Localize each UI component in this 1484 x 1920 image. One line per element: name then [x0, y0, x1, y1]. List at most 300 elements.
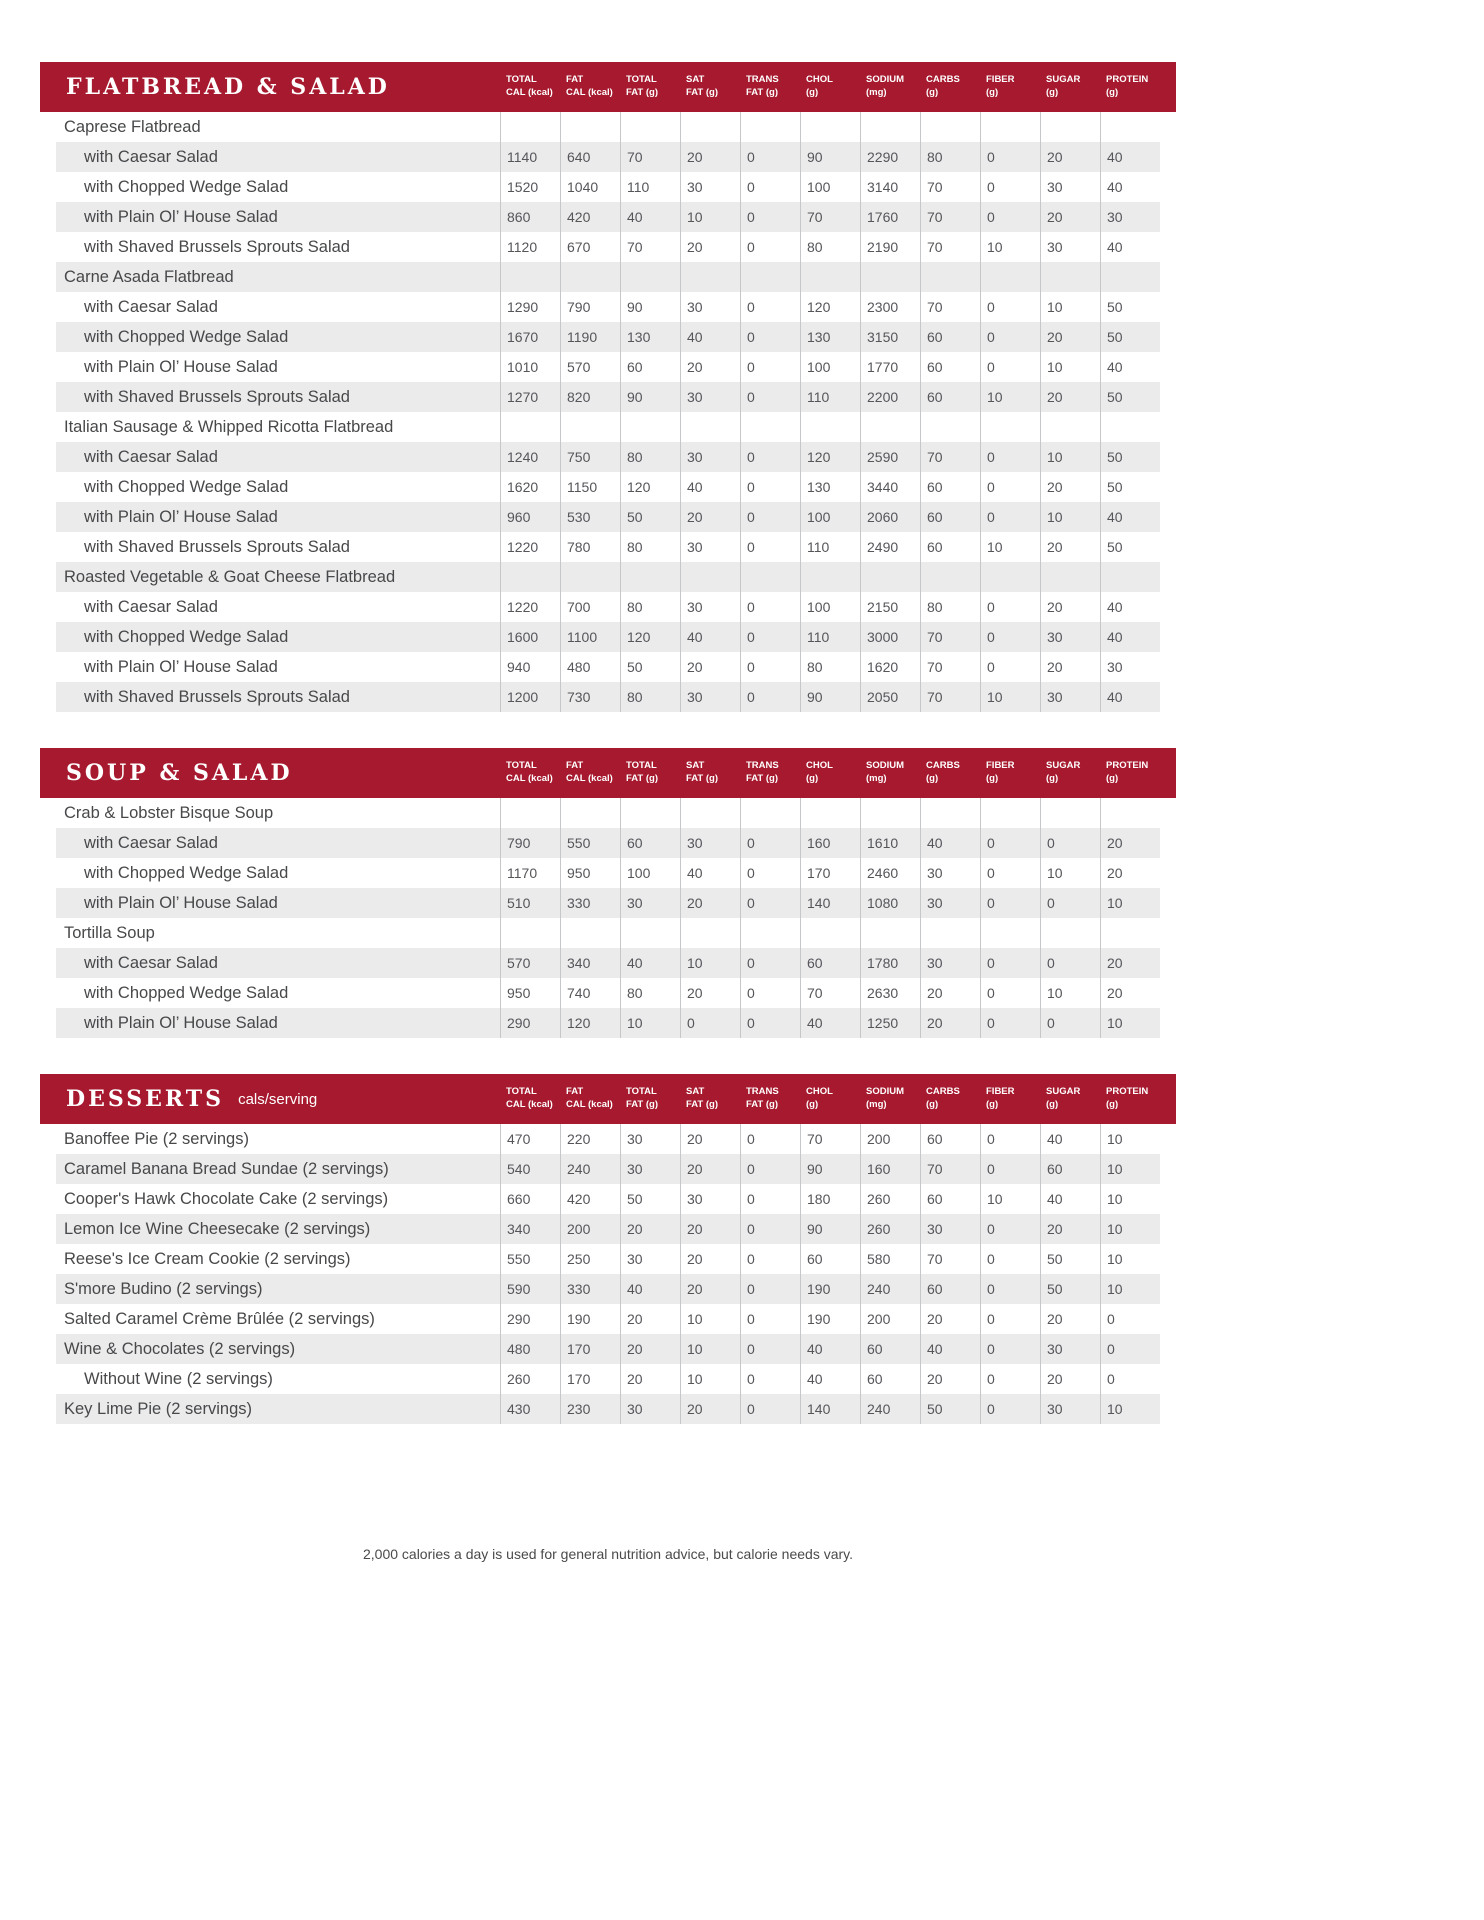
cell-chol: 120 — [800, 292, 860, 322]
cell-sodium: 1780 — [860, 948, 920, 978]
cell-total-fat: 30 — [620, 888, 680, 918]
cell-fiber: 0 — [980, 622, 1040, 652]
cell-sodium: 3140 — [860, 172, 920, 202]
cell-total-cal: 1520 — [500, 172, 560, 202]
item-row — [56, 858, 1160, 888]
cell-trans-fat: 0 — [740, 352, 800, 382]
cell-sodium — [860, 562, 920, 592]
cell-fiber: 0 — [980, 1394, 1040, 1424]
cell-trans-fat: 0 — [740, 202, 800, 232]
cell-chol: 160 — [800, 828, 860, 858]
cell-protein: 10 — [1100, 1008, 1160, 1038]
column-header-line1: CHOL — [806, 760, 833, 772]
column-header-carbs — [920, 748, 980, 798]
cell-total-fat: 90 — [620, 292, 680, 322]
column-header-line2: FAT (g) — [626, 1099, 659, 1110]
cell-protein: 30 — [1100, 202, 1160, 232]
column-header-line1: TOTAL — [506, 1086, 537, 1098]
cell-total-cal: 590 — [500, 1274, 560, 1304]
cell-total-cal: 950 — [500, 978, 560, 1008]
cell-carbs: 60 — [920, 382, 980, 412]
cell-sugar: 40 — [1040, 1184, 1100, 1214]
column-header-line2: (g) — [926, 773, 939, 784]
cell-sugar — [1040, 798, 1100, 828]
cell-trans-fat — [740, 562, 800, 592]
item-row — [56, 652, 1160, 682]
cell-carbs: 70 — [920, 1154, 980, 1184]
column-header-line2: CAL (kcal) — [566, 1099, 613, 1110]
cell-protein: 40 — [1100, 352, 1160, 382]
column-header-carbs — [920, 62, 980, 112]
cell-total-fat: 80 — [620, 442, 680, 472]
column-header-total-fat — [620, 62, 680, 112]
group-row — [56, 112, 1160, 142]
cell-sugar: 10 — [1040, 502, 1100, 532]
item-row — [56, 142, 1160, 172]
cell-sugar: 0 — [1040, 1008, 1100, 1038]
cell-sodium: 2050 — [860, 682, 920, 712]
cell-fat-cal: 250 — [560, 1244, 620, 1274]
cell-sugar: 20 — [1040, 532, 1100, 562]
cell-carbs: 40 — [920, 828, 980, 858]
nutrition-document — [40, 62, 1176, 1562]
cell-total-fat: 50 — [620, 502, 680, 532]
cell-chol — [800, 918, 860, 948]
cell-trans-fat: 0 — [740, 1124, 800, 1154]
cell-fat-cal: 200 — [560, 1214, 620, 1244]
cell-fiber: 0 — [980, 442, 1040, 472]
cell-fat-cal: 230 — [560, 1394, 620, 1424]
section-header — [40, 62, 1176, 112]
cell-fiber: 0 — [980, 592, 1040, 622]
row-label: Without Wine (2 servings) — [84, 1369, 273, 1388]
group-row — [56, 562, 1160, 592]
group-row — [56, 798, 1160, 828]
cell-sugar: 60 — [1040, 1154, 1100, 1184]
cell-sodium: 3000 — [860, 622, 920, 652]
cell-sugar: 30 — [1040, 622, 1100, 652]
cell-protein: 10 — [1100, 1244, 1160, 1274]
cell-chol: 130 — [800, 472, 860, 502]
cell-carbs: 70 — [920, 172, 980, 202]
cell-protein: 50 — [1100, 322, 1160, 352]
column-header-line1: SUGAR — [1046, 760, 1081, 772]
column-header-line2: (g) — [1106, 773, 1119, 784]
cell-sat-fat: 20 — [680, 1214, 740, 1244]
item-row — [56, 202, 1160, 232]
row-label: with Shaved Brussels Sprouts Salad — [84, 237, 350, 256]
cell-carbs: 70 — [920, 232, 980, 262]
cell-trans-fat: 0 — [740, 142, 800, 172]
cell-trans-fat — [740, 918, 800, 948]
cell-chol: 170 — [800, 858, 860, 888]
column-header-line2: CAL (kcal) — [506, 87, 553, 98]
row-label: with Shaved Brussels Sprouts Salad — [84, 387, 350, 406]
column-header-line2: FAT (g) — [626, 773, 659, 784]
cell-trans-fat: 0 — [740, 232, 800, 262]
cell-sat-fat: 10 — [680, 202, 740, 232]
cell-protein: 10 — [1100, 888, 1160, 918]
cell-total-fat — [620, 412, 680, 442]
cell-total-fat: 30 — [620, 1394, 680, 1424]
column-header-line1: CHOL — [806, 74, 833, 86]
row-label: with Chopped Wedge Salad — [84, 327, 289, 346]
cell-carbs: 30 — [920, 1214, 980, 1244]
cell-fat-cal: 640 — [560, 142, 620, 172]
cell-protein: 20 — [1100, 948, 1160, 978]
cell-chol — [800, 112, 860, 142]
cell-sat-fat: 0 — [680, 1008, 740, 1038]
section-2 — [40, 1074, 1176, 1424]
cell-sodium: 3150 — [860, 322, 920, 352]
column-header-line2: (g) — [986, 87, 999, 98]
cell-protein: 50 — [1100, 292, 1160, 322]
cell-total-cal — [500, 412, 560, 442]
cell-protein: 10 — [1100, 1274, 1160, 1304]
cell-protein — [1100, 918, 1160, 948]
row-label: Roasted Vegetable & Goat Cheese Flatbread — [64, 567, 396, 586]
cell-protein: 0 — [1100, 1364, 1160, 1394]
section-body — [56, 1124, 1160, 1424]
cell-fiber: 10 — [980, 232, 1040, 262]
column-header-trans-fat — [740, 748, 800, 798]
cell-fat-cal — [560, 562, 620, 592]
cell-fiber — [980, 562, 1040, 592]
cell-carbs: 80 — [920, 142, 980, 172]
cell-fiber: 0 — [980, 322, 1040, 352]
column-header-line1: FAT — [566, 760, 584, 772]
cell-sugar: 10 — [1040, 858, 1100, 888]
item-row — [56, 292, 1160, 322]
cell-sugar: 30 — [1040, 1334, 1100, 1364]
cell-sat-fat: 20 — [680, 352, 740, 382]
cell-chol: 130 — [800, 322, 860, 352]
cell-carbs: 20 — [920, 1304, 980, 1334]
section-title-cell — [40, 748, 500, 798]
cell-total-cal: 960 — [500, 502, 560, 532]
cell-total-fat: 30 — [620, 1124, 680, 1154]
cell-sat-fat — [680, 562, 740, 592]
cell-total-fat: 40 — [620, 1274, 680, 1304]
column-header-line2: CAL (kcal) — [506, 773, 553, 784]
cell-chol: 100 — [800, 502, 860, 532]
row-label: Caramel Banana Bread Sundae (2 servings) — [64, 1159, 389, 1178]
cell-total-cal: 550 — [500, 1244, 560, 1274]
row-label: with Shaved Brussels Sprouts Salad — [84, 687, 350, 706]
cell-trans-fat: 0 — [740, 592, 800, 622]
cell-sat-fat: 20 — [680, 232, 740, 262]
cell-sat-fat: 40 — [680, 622, 740, 652]
cell-sat-fat: 20 — [680, 502, 740, 532]
cell-fiber — [980, 918, 1040, 948]
cell-total-cal — [500, 918, 560, 948]
cell-sodium: 1760 — [860, 202, 920, 232]
cell-trans-fat: 0 — [740, 622, 800, 652]
cell-carbs — [920, 262, 980, 292]
item-row — [56, 1184, 1160, 1214]
cell-protein: 40 — [1100, 142, 1160, 172]
cell-fiber: 0 — [980, 1364, 1040, 1394]
cell-total-cal: 940 — [500, 652, 560, 682]
item-row — [56, 382, 1160, 412]
cell-trans-fat: 0 — [740, 1154, 800, 1184]
cell-fiber: 0 — [980, 948, 1040, 978]
cell-chol: 90 — [800, 1154, 860, 1184]
cell-trans-fat: 0 — [740, 1244, 800, 1274]
cell-sodium — [860, 798, 920, 828]
row-label: Cooper's Hawk Chocolate Cake (2 servings) — [64, 1189, 389, 1208]
cell-fiber: 0 — [980, 888, 1040, 918]
column-header-total-cal — [500, 1074, 560, 1124]
cell-total-cal: 1240 — [500, 442, 560, 472]
column-header-line1: SODIUM — [866, 74, 904, 86]
column-header-line1: FAT — [566, 74, 584, 86]
cell-protein: 10 — [1100, 1124, 1160, 1154]
row-label: Lemon Ice Wine Cheesecake (2 servings) — [64, 1219, 371, 1238]
column-header-line2: (g) — [1106, 87, 1119, 98]
cell-sat-fat: 30 — [680, 532, 740, 562]
cell-carbs: 30 — [920, 888, 980, 918]
cell-trans-fat: 0 — [740, 382, 800, 412]
cell-total-fat: 20 — [620, 1334, 680, 1364]
cell-chol: 90 — [800, 1214, 860, 1244]
cell-fiber — [980, 112, 1040, 142]
cell-chol: 70 — [800, 202, 860, 232]
cell-chol: 90 — [800, 142, 860, 172]
cell-carbs: 20 — [920, 1008, 980, 1038]
cell-carbs: 30 — [920, 858, 980, 888]
cell-total-cal: 1010 — [500, 352, 560, 382]
column-header-sat-fat — [680, 62, 740, 112]
item-row — [56, 1124, 1160, 1154]
cell-sodium: 580 — [860, 1244, 920, 1274]
column-header-sodium — [860, 748, 920, 798]
cell-carbs: 70 — [920, 622, 980, 652]
cell-sugar: 30 — [1040, 232, 1100, 262]
cell-total-cal — [500, 262, 560, 292]
cell-sat-fat — [680, 412, 740, 442]
cell-total-cal: 660 — [500, 1184, 560, 1214]
cell-fat-cal: 170 — [560, 1364, 620, 1394]
item-row — [56, 682, 1160, 712]
section-title: SOUP & SALAD — [66, 760, 293, 786]
row-label: with Plain Ol’ House Salad — [84, 207, 278, 226]
cell-trans-fat: 0 — [740, 1334, 800, 1364]
cell-fat-cal: 190 — [560, 1304, 620, 1334]
item-row — [56, 1304, 1160, 1334]
column-header-line1: SAT — [686, 74, 705, 86]
row-label: with Caesar Salad — [84, 447, 218, 466]
cell-carbs: 70 — [920, 442, 980, 472]
cell-carbs: 70 — [920, 292, 980, 322]
column-header-total-cal — [500, 62, 560, 112]
column-header-total-fat — [620, 748, 680, 798]
cell-total-cal: 540 — [500, 1154, 560, 1184]
cell-sat-fat: 20 — [680, 1274, 740, 1304]
cell-sat-fat: 10 — [680, 1304, 740, 1334]
cell-total-cal — [500, 112, 560, 142]
column-header-line2: (g) — [1046, 87, 1059, 98]
section-1 — [40, 748, 1176, 1038]
cell-carbs: 60 — [920, 1184, 980, 1214]
cell-sodium — [860, 112, 920, 142]
row-label: with Plain Ol’ House Salad — [84, 893, 278, 912]
cell-chol — [800, 798, 860, 828]
cell-sat-fat — [680, 918, 740, 948]
item-row — [56, 172, 1160, 202]
cell-chol: 100 — [800, 592, 860, 622]
item-row — [56, 532, 1160, 562]
column-header-line1: TOTAL — [626, 74, 657, 86]
row-label: with Caesar Salad — [84, 297, 218, 316]
cell-total-cal: 510 — [500, 888, 560, 918]
cell-sodium: 2290 — [860, 142, 920, 172]
cell-fat-cal: 740 — [560, 978, 620, 1008]
cell-fat-cal: 750 — [560, 442, 620, 472]
cell-total-cal: 340 — [500, 1214, 560, 1244]
cell-sugar: 20 — [1040, 652, 1100, 682]
cell-fat-cal: 700 — [560, 592, 620, 622]
group-row — [56, 262, 1160, 292]
column-header-sat-fat — [680, 1074, 740, 1124]
section-title-cell — [40, 62, 500, 112]
cell-carbs — [920, 918, 980, 948]
cell-sat-fat: 20 — [680, 652, 740, 682]
cell-protein: 40 — [1100, 502, 1160, 532]
cell-trans-fat: 0 — [740, 442, 800, 472]
cell-sugar: 0 — [1040, 948, 1100, 978]
cell-sodium: 2300 — [860, 292, 920, 322]
cell-sat-fat: 40 — [680, 858, 740, 888]
cell-protein — [1100, 112, 1160, 142]
column-header-line2: (mg) — [866, 1099, 887, 1110]
cell-carbs: 30 — [920, 948, 980, 978]
cell-total-cal: 1220 — [500, 532, 560, 562]
cell-total-fat — [620, 798, 680, 828]
cell-sodium: 260 — [860, 1214, 920, 1244]
row-label: Banoffee Pie (2 servings) — [64, 1129, 249, 1148]
cell-protein: 10 — [1100, 1394, 1160, 1424]
cell-carbs — [920, 562, 980, 592]
cell-carbs: 60 — [920, 532, 980, 562]
row-label: with Caesar Salad — [84, 597, 218, 616]
column-header-line1: SUGAR — [1046, 1086, 1081, 1098]
cell-fat-cal: 120 — [560, 1008, 620, 1038]
cell-total-fat: 80 — [620, 532, 680, 562]
cell-chol: 40 — [800, 1334, 860, 1364]
cell-fat-cal: 220 — [560, 1124, 620, 1154]
cell-sodium: 2190 — [860, 232, 920, 262]
column-header-line1: FIBER — [986, 760, 1015, 772]
cell-fiber: 0 — [980, 352, 1040, 382]
cell-protein — [1100, 798, 1160, 828]
cell-trans-fat — [740, 412, 800, 442]
cell-chol — [800, 412, 860, 442]
cell-chol: 190 — [800, 1274, 860, 1304]
cell-sugar — [1040, 412, 1100, 442]
column-header-line1: CHOL — [806, 1086, 833, 1098]
section-title: DESSERTS — [66, 1086, 225, 1112]
cell-sodium: 2630 — [860, 978, 920, 1008]
cell-fiber: 10 — [980, 532, 1040, 562]
cell-sugar: 30 — [1040, 682, 1100, 712]
cell-fat-cal: 330 — [560, 888, 620, 918]
row-label: Key Lime Pie (2 servings) — [64, 1399, 252, 1418]
cell-sodium: 1080 — [860, 888, 920, 918]
cell-sat-fat: 20 — [680, 1124, 740, 1154]
cell-carbs: 80 — [920, 592, 980, 622]
cell-chol: 110 — [800, 532, 860, 562]
cell-chol: 70 — [800, 1124, 860, 1154]
cell-fat-cal: 240 — [560, 1154, 620, 1184]
item-row — [56, 1214, 1160, 1244]
cell-trans-fat: 0 — [740, 292, 800, 322]
cell-total-fat: 20 — [620, 1364, 680, 1394]
cell-trans-fat: 0 — [740, 978, 800, 1008]
row-label: Crab & Lobster Bisque Soup — [64, 803, 274, 822]
cell-sat-fat: 20 — [680, 888, 740, 918]
cell-trans-fat — [740, 112, 800, 142]
cell-sugar: 20 — [1040, 1364, 1100, 1394]
cell-carbs — [920, 412, 980, 442]
column-header-line2: (g) — [806, 773, 819, 784]
cell-sodium: 2060 — [860, 502, 920, 532]
cell-fat-cal: 330 — [560, 1274, 620, 1304]
cell-sat-fat: 30 — [680, 682, 740, 712]
cell-trans-fat: 0 — [740, 1274, 800, 1304]
cell-carbs: 70 — [920, 682, 980, 712]
cell-fat-cal: 950 — [560, 858, 620, 888]
cell-total-fat — [620, 112, 680, 142]
cell-carbs: 20 — [920, 1364, 980, 1394]
cell-sat-fat: 30 — [680, 382, 740, 412]
column-header-line2: FAT (g) — [686, 87, 719, 98]
cell-sodium: 200 — [860, 1124, 920, 1154]
cell-carbs: 60 — [920, 352, 980, 382]
column-header-line2: (g) — [1046, 1099, 1059, 1110]
cell-sodium: 60 — [860, 1334, 920, 1364]
cell-sat-fat: 10 — [680, 1364, 740, 1394]
column-header-total-cal — [500, 748, 560, 798]
cell-chol: 80 — [800, 232, 860, 262]
cell-protein: 10 — [1100, 1154, 1160, 1184]
cell-total-fat: 60 — [620, 352, 680, 382]
column-header-sodium — [860, 1074, 920, 1124]
cell-protein: 10 — [1100, 1184, 1160, 1214]
cell-sodium: 2490 — [860, 532, 920, 562]
column-header-line2: CAL (kcal) — [506, 1099, 553, 1110]
cell-trans-fat: 0 — [740, 1184, 800, 1214]
column-header-total-fat — [620, 1074, 680, 1124]
section-title: FLATBREAD & SALAD — [66, 74, 390, 100]
cell-carbs: 70 — [920, 652, 980, 682]
cell-sodium: 260 — [860, 1184, 920, 1214]
cell-chol: 40 — [800, 1364, 860, 1394]
cell-protein: 40 — [1100, 232, 1160, 262]
cell-protein: 20 — [1100, 858, 1160, 888]
cell-fiber: 0 — [980, 858, 1040, 888]
column-header-line2: FAT (g) — [746, 773, 779, 784]
row-label: with Caesar Salad — [84, 953, 218, 972]
cell-total-cal — [500, 562, 560, 592]
column-header-line1: CARBS — [926, 1086, 960, 1098]
cell-sugar — [1040, 562, 1100, 592]
cell-total-cal: 860 — [500, 202, 560, 232]
group-row — [56, 918, 1160, 948]
cell-sugar: 10 — [1040, 352, 1100, 382]
cell-chol: 60 — [800, 1244, 860, 1274]
row-label: Salted Caramel Crème Brûlée (2 servings) — [64, 1309, 375, 1328]
